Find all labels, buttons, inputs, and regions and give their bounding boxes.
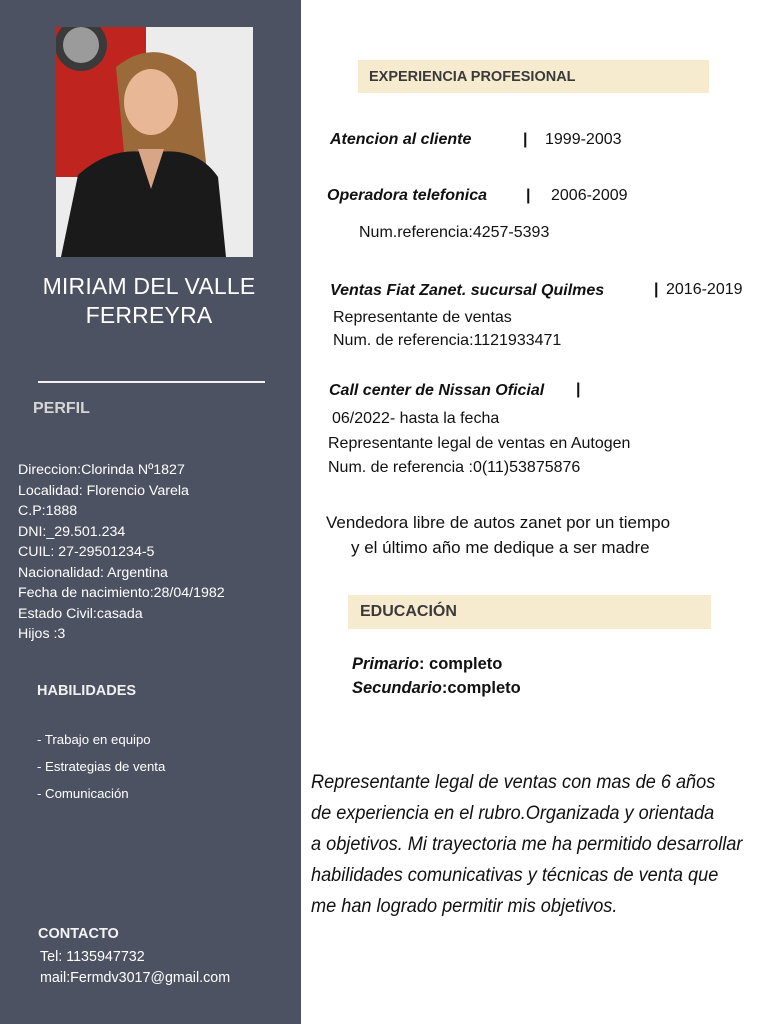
summary-line: a objetivos. Mi trayectoria me ha permitido desarrollar bbox=[311, 833, 743, 855]
summary-line: de experiencia en el rubro.Organizada y orientada bbox=[311, 802, 715, 824]
profile-summary bbox=[311, 767, 742, 922]
birth-date: Fecha de nacimiento:28/04/1982 bbox=[18, 585, 225, 601]
education-primary-value: : completo bbox=[418, 655, 503, 673]
name-line-1: MIRIAM DEL VALLE bbox=[42, 273, 256, 299]
education-secondary bbox=[352, 679, 521, 698]
nationality: Nacionalidad: Argentina bbox=[18, 564, 168, 581]
job-title: Atencion al cliente bbox=[330, 131, 472, 148]
education-secondary-value: :completo bbox=[441, 679, 521, 697]
skill-item: - Trabajo en equipo bbox=[37, 732, 151, 747]
divider bbox=[38, 381, 265, 383]
marital-status: Estado Civil:casada bbox=[18, 605, 143, 622]
skill-item: - Comunicación bbox=[37, 786, 129, 801]
job-title: Ventas Fiat Zanet. sucursal Quilmes bbox=[330, 282, 605, 299]
job-title: Call center de Nissan Oficial bbox=[329, 382, 545, 399]
postal-code: C.P:1888 bbox=[18, 503, 78, 519]
person-name bbox=[10, 272, 288, 330]
job-dates: 1999-2003 bbox=[545, 131, 622, 148]
skill-item: - Estrategias de venta bbox=[37, 759, 166, 774]
summary-line: me han logrado permitir mis objetivos. bbox=[311, 895, 618, 917]
name-line-2: FERREYRA bbox=[85, 302, 213, 328]
cuil: CUIL: 27-29501234-5 bbox=[18, 544, 155, 560]
education-primary bbox=[352, 655, 502, 674]
contact-details bbox=[40, 947, 230, 989]
job-reference: Num. de referencia :0(11)53875876 bbox=[328, 459, 581, 476]
job-reference: Num.referencia:4257-5393 bbox=[359, 224, 550, 241]
separator: | bbox=[576, 381, 581, 398]
skills-list bbox=[37, 732, 165, 813]
summary-line: Representante legal de ventas con mas de 6 años bbox=[311, 771, 716, 793]
profile-photo bbox=[56, 27, 253, 257]
profile-details bbox=[18, 460, 225, 645]
job-dates: 2006-2009 bbox=[551, 187, 628, 204]
education-primary-label: Primario bbox=[352, 655, 419, 673]
job-role: Representante legal de ventas en Autogen bbox=[328, 435, 631, 452]
education-secondary-label: Secundario bbox=[352, 679, 442, 697]
experience-note: y el último año me dedique a ser madre bbox=[351, 538, 650, 557]
dni: DNI:_29.501.234 bbox=[18, 523, 126, 540]
address: Direccion:Clorinda Nº1827 bbox=[18, 462, 185, 478]
summary-line: habilidades comunicativas y técnicas de venta que bbox=[311, 864, 719, 886]
experience-heading: EXPERIENCIA PROFESIONAL bbox=[369, 69, 576, 85]
contact-heading: CONTACTO bbox=[38, 926, 119, 942]
contact-email[interactable]: mail:Fermdv3017@gmail.com bbox=[40, 970, 231, 986]
job-dates: 2016-2019 bbox=[666, 281, 743, 298]
contact-phone: Tel: 1135947732 bbox=[40, 949, 145, 965]
locality: Localidad: Florencio Varela bbox=[18, 482, 189, 499]
separator: | bbox=[526, 187, 531, 204]
skills-heading: HABILIDADES bbox=[37, 683, 137, 699]
sidebar bbox=[0, 0, 301, 1024]
job-role: Representante de ventas bbox=[333, 309, 512, 326]
profile-heading: PERFIL bbox=[33, 400, 90, 417]
children: Hijos :3 bbox=[18, 626, 66, 642]
separator: | bbox=[523, 131, 528, 148]
separator: | bbox=[654, 281, 659, 298]
job-dates: 06/2022- hasta la fecha bbox=[332, 410, 500, 427]
job-reference: Num. de referencia:1121933471 bbox=[333, 332, 562, 349]
job-title: Operadora telefonica bbox=[327, 187, 488, 204]
education-heading: EDUCACIÓN bbox=[360, 603, 457, 620]
experience-note: Vendedora libre de autos zanet por un tiempo bbox=[326, 513, 671, 532]
